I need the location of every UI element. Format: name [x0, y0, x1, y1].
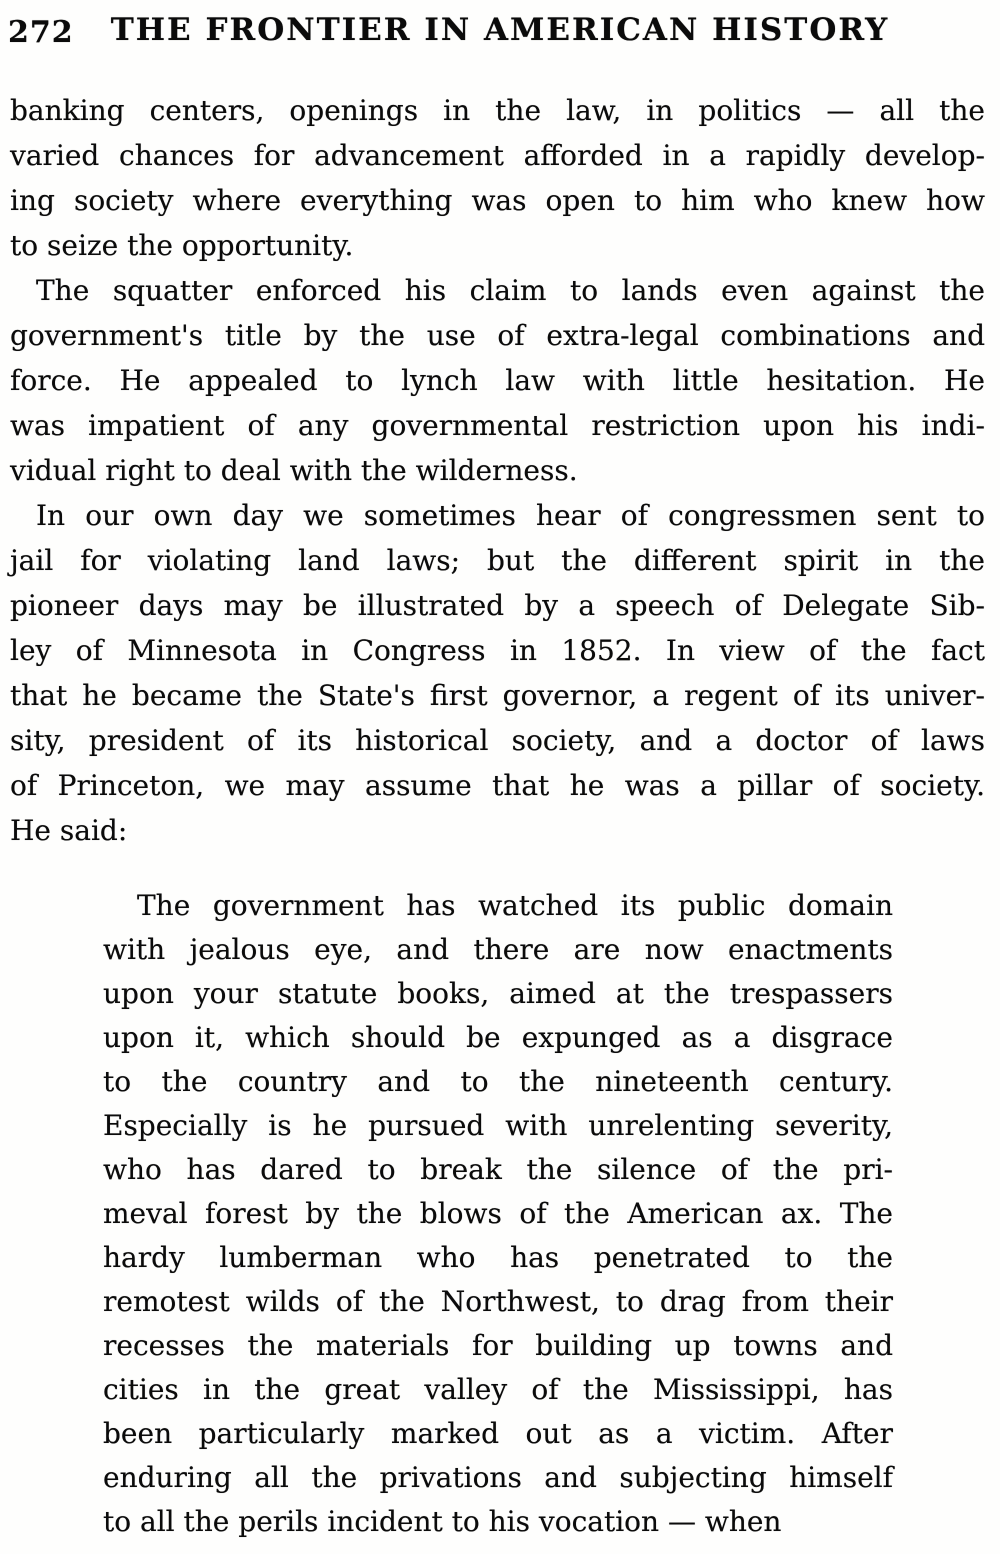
text-line: meval forest by the blows of the American ax. The — [103, 1197, 893, 1230]
text-line: recesses the materials for building up towns and — [103, 1329, 893, 1362]
text-line: force. He appealed to lynch law with little hesitation. He — [10, 364, 985, 397]
text-line: ing society where everything was open to him who knew how — [10, 184, 985, 217]
page-header — [0, 12, 1000, 56]
text-line: to seize the opportunity. — [10, 229, 354, 262]
text-line: who has dared to break the silence of the pri- — [103, 1153, 893, 1186]
text-line: enduring all the privations and subjecting himself — [103, 1461, 893, 1494]
text-line: with jealous eye, and there are now enactments — [103, 933, 893, 966]
text-line: In our own day we sometimes hear of congressmen sent to — [36, 499, 985, 532]
body-paragraph — [10, 493, 985, 853]
text-line: varied chances for advancement afforded in a rapidly develop- — [10, 139, 985, 172]
text-line: of Princeton, we may assume that he was a pillar of society. — [10, 769, 985, 802]
text-line: jail for violating land laws; but the different spirit in the — [10, 544, 985, 577]
text-line: vidual right to deal with the wilderness. — [10, 454, 578, 487]
running-title: THE FRONTIER IN AMERICAN HISTORY — [110, 12, 890, 48]
text-line: ley of Minnesota in Congress in 1852. In view of the fact — [10, 634, 985, 667]
page-body — [10, 88, 985, 1544]
text-line: upon your statute books, aimed at the trespassers — [103, 977, 893, 1010]
body-paragraph — [10, 268, 985, 493]
body-paragraph — [10, 88, 985, 268]
text-line: He said: — [10, 814, 128, 847]
text-line: sity, president of its historical society, and a doctor of laws — [10, 724, 985, 757]
text-line: to the country and to the nineteenth century. — [103, 1065, 893, 1098]
text-line: banking centers, openings in the law, in politics — all the — [10, 94, 985, 127]
block-quote — [103, 884, 893, 1544]
page-number: 272 — [8, 15, 74, 50]
text-line: pioneer days may be illustrated by a speech of Delegate Sib- — [10, 589, 985, 622]
text-line: government's title by the use of extra-legal combinations and — [10, 319, 985, 352]
text-line: Especially is he pursued with unrelenting severity, — [103, 1109, 893, 1142]
text-line: that he became the State's first governor, a regent of its univer- — [10, 679, 985, 712]
text-line: hardy lumberman who has penetrated to the — [103, 1241, 893, 1274]
text-line: The government has watched its public domain — [137, 889, 893, 922]
text-line: The squatter enforced his claim to lands even against the — [36, 274, 985, 307]
text-line: remotest wilds of the Northwest, to drag from their — [103, 1285, 893, 1318]
text-line: upon it, which should be expunged as a disgrace — [103, 1021, 893, 1054]
text-line: was impatient of any governmental restriction upon his indi- — [10, 409, 985, 442]
text-line: been particularly marked out as a victim. After — [103, 1417, 893, 1450]
text-line: cities in the great valley of the Mississippi, has — [103, 1373, 893, 1406]
text-line: to all the perils incident to his vocation — when — [103, 1505, 782, 1538]
